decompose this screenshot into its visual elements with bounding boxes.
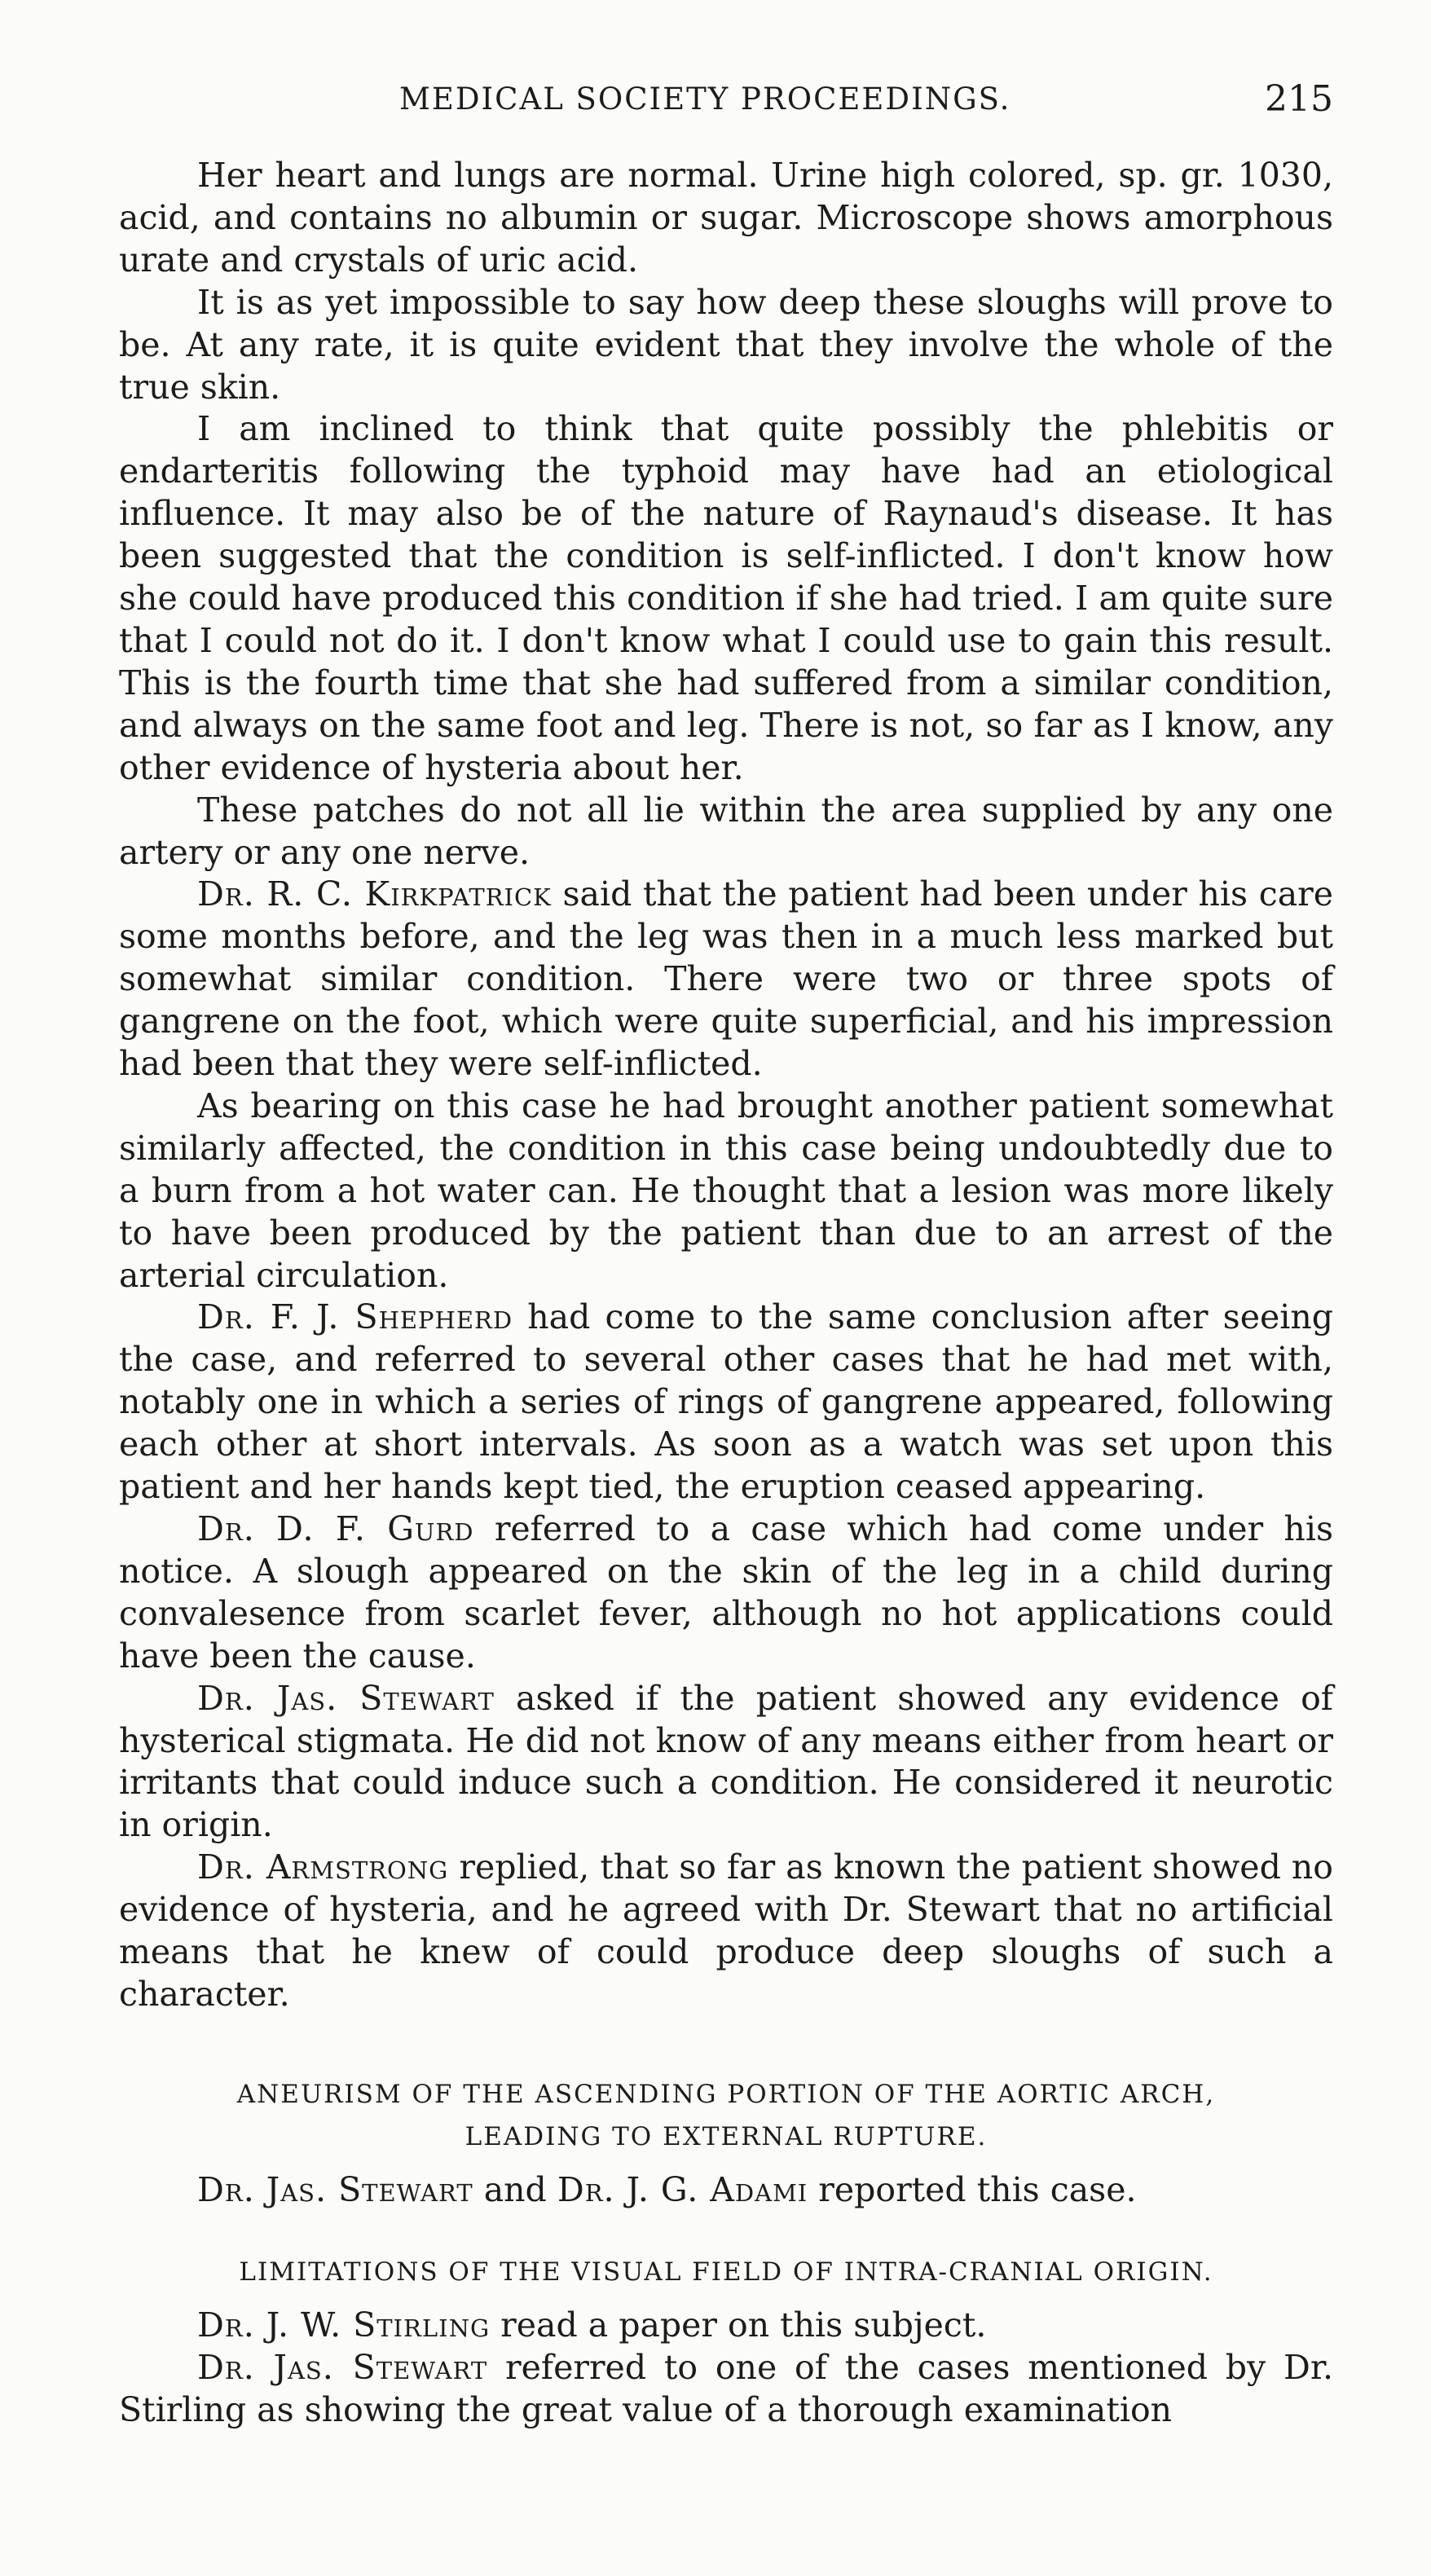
paragraph-text: asked if the patient showed any evidence of hysterical stigmata. He did not know of any means either from heart or irritants that could induce such a condition. He considered it neurotic in origin. [119,1678,1333,1845]
paragraph-patches: These patches do not all lie within the area supplied by any one artery or any one nerve. [119,790,1333,872]
section-heading-aneurism [119,2073,1333,2158]
speaker-name: Dr. Jas. Stewart [197,2347,488,2387]
section-heading-line: LEADING TO EXTERNAL RUPTURE. [465,2121,988,2151]
speaker-name: Dr. R. C. Kirkpatrick [197,874,552,914]
paragraph-text: referred to a case which had come under his notice. A slough appeared on the skin of the leg in a child during convalesence from scarlet fever, although no hot applications could have been the cause. [119,1509,1333,1676]
paragraph-text: had come to the same conclusion after seeing the case, and referred to several other cases that he had met with, notably one in which a series of rings of gangrene appeared, following each other at short intervals. As soon as a watch was set upon this patient and her hands kept tied, the eruption ceased appearing. [119,1297,1333,1507]
body-text [119,155,1333,2432]
paragraph-text: replied, that so far as known the patient showed no evidence of hysteria, and he agreed with Dr. Stewart that no artificial means that he knew of could produce deep sloughs of such a character. [119,1847,1333,2014]
paragraph-etiology: I am inclined to think that quite possibly the phlebitis or endarteritis following the typhoid may have had an etiological influence. It may also be of the nature of Raynaud's disease. It has been suggested that the condition is self-inflicted. I don't know how she could have produced this condition if she had tried. I am quite sure that I could not do it. I don't know what I could use to gain this result. This is the fourth time that she had suffered from a similar condition, and always on the same foot and leg. There is not, so far as I know, any other evidence of hysteria about her. [119,409,1333,787]
paragraph-gurd [119,1508,1333,1678]
speaker-name: Dr. Jas. Stewart [197,2169,473,2209]
paragraph-stewart-examination [119,2347,1333,2432]
paragraph-burn-case: As bearing on this case he had brought another patient somewhat similarly affected, the condition in this case being undoubtedly due to a burn from a hot water can. He thought that a lesion was more likely to have been produced by the patient than due to an arrest of the arterial circulation. [119,1085,1333,1295]
paragraph-aneurism-report [119,2169,1333,2212]
speaker-name: Dr. D. F. Gurd [197,1509,474,1548]
speaker-name: Dr. J. G. Adami [557,2169,808,2209]
speaker-name: Dr. Jas. Stewart [197,1678,495,1718]
paragraph-text: said that the patient had been under his care some months before, and the leg was then in a much less marked but somewhat similar condition. There were two or three spots of gangrene on the foot, which were quite superficial, and his impression had been that they were self-inflicted. [119,874,1333,1084]
paragraph-text: referred to one of the cases mentioned by Dr. Stirling as showing the great value of a thorough examination [119,2347,1333,2429]
speaker-name: Dr. Armstrong [197,1847,449,1887]
page-header [0,75,1431,132]
paragraph-text: read a paper on this subject. [490,2305,987,2345]
section-heading-line: ANEURISM OF THE ASCENDING PORTION OF THE AORTIC ARCH, [236,2079,1216,2109]
section-heading-visual-field: LIMITATIONS OF THE VISUAL FIELD OF INTRA-CRANIAL ORIGIN. [239,2257,1213,2287]
paragraph-text: reported this case. [808,2169,1137,2209]
speaker-name: Dr. F. J. Shepherd [197,1297,513,1337]
paragraph-kirkpatrick [119,874,1333,1085]
paragraph-stewart [119,1678,1333,1847]
paragraph-stirling [119,2305,1333,2347]
speaker-name: Dr. J. W. Stirling [197,2305,491,2345]
paragraph-slough-depth: It is as yet impossible to say how deep these sloughs will prove to be. At any rate, it is quite evident that they involve the whole of the true skin. [119,282,1333,407]
paragraph-shepherd [119,1297,1333,1508]
paragraph-text: and [473,2169,557,2209]
page-number: 215 [1265,78,1333,120]
paragraph-urine-findings: Her heart and lungs are normal. Urine high colored, sp. gr. 1030, acid, and contains no albumin or sugar. Microscope shows amorphous urate and crystals of uric acid. [119,156,1333,280]
running-head: MEDICAL SOCIETY PROCEEDINGS. [399,81,1011,117]
paragraph-armstrong [119,1847,1333,2016]
